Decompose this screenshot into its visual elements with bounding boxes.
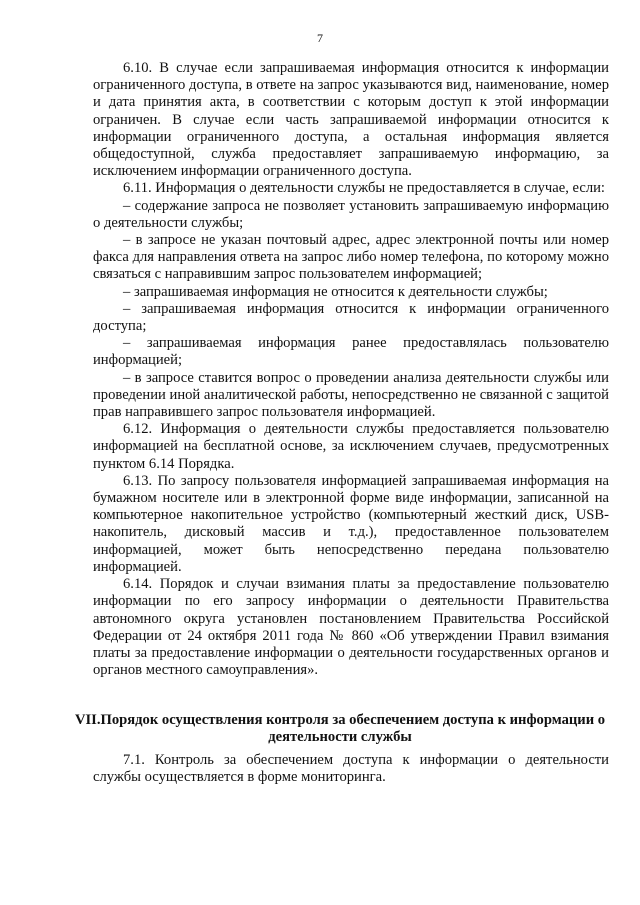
paragraph-6-11: 6.11. Информация о деятельности службы не предоставляется в случае, если: bbox=[123, 180, 605, 197]
section-heading: VII.Порядок осуществления контроля за обеспечением доступа к информации о деятельности службы bbox=[74, 712, 606, 746]
paragraph-6-12: 6.12. Информация о деятельности службы предоставляется пользователю информацией на бесплатной основе, за исключением случаев, предусмотренных пунктом 6.14 Порядка. bbox=[93, 421, 609, 472]
paragraph-7-1: 7.1. Контроль за обеспечением доступа к информации о деятельности службы осуществляется в форме мониторинга. bbox=[93, 752, 609, 786]
section-body bbox=[93, 752, 609, 786]
paragraph-6-14: 6.14. Порядок и случаи взимания платы за предоставление пользователю информации по его запросу информации о деятельности Правительства автономного округа установлен постановлением Правительства Российской Федерации от 24 октября 2011 года № 860 «Об утверждении Правил взимания платы за предоставление информации о деятельности государственных органов и органов местного самоуправления». bbox=[93, 576, 609, 679]
page-number: 7 bbox=[317, 31, 323, 45]
list-item: – в запросе не указан почтовый адрес, адрес электронной почты или номер факса для направления ответа на запрос либо номер телефона, по которому можно связаться с направившим запрос пользователем информацией; bbox=[93, 232, 609, 283]
list-item: – в запросе ставится вопрос о проведении анализа деятельности службы или проведении иной аналитической работы, непосредственно не связанной с защитой прав направившего запрос пользователя информацией. bbox=[93, 369, 609, 421]
paragraph-6-10: 6.10. В случае если запрашиваемая информация относится к информации ограниченного доступа, в ответе на запрос указываются вид, наименование, номер и дата принятия акта, в соответствии с которым доступ к этой информации ограничен. В случае если часть запрашиваемой информации относится к информации ограниченного доступа, а остальная информация является общедоступной, служба предоставляет запрашиваемую информацию, за исключением информации ограниченного доступа. bbox=[93, 60, 609, 180]
paragraph-6-13: 6.13. По запросу пользователя информацией запрашиваемая информация на бумажном носителе или в электронной форме виде информации, записанной на компьютерное накопительное устройство (компьютерный жесткий диск, USB-накопитель, дисковый массив и т.д.), предоставленное пользователем информацией, может быть непосредственно передана пользователю информацией. bbox=[93, 472, 609, 575]
list-item: – запрашиваемая информация не относится к деятельности службы; bbox=[123, 283, 548, 300]
list-item: – запрашиваемая информация ранее предоставлялась пользователю информацией; bbox=[93, 335, 609, 369]
list-item: – содержание запроса не позволяет установить запрашиваемую информацию о деятельности службы; bbox=[93, 197, 609, 231]
body-text bbox=[93, 60, 609, 679]
list-item: – запрашиваемая информация относится к информации ограниченного доступа; bbox=[93, 300, 609, 335]
